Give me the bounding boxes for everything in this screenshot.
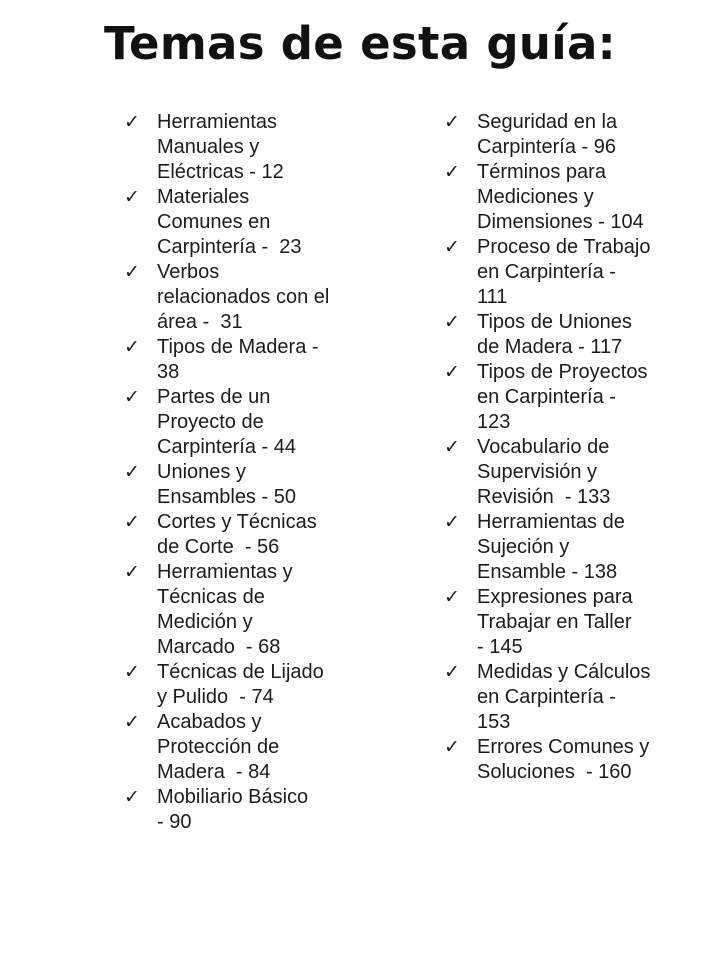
topic-text-line: en Carpintería -: [477, 386, 616, 408]
topic-text-line: de Madera - 117: [477, 336, 623, 358]
checkmark-icon: ✓: [444, 661, 460, 683]
topic-text-line: Protección de: [157, 736, 280, 758]
topic-item: [124, 660, 364, 710]
topic-text-line: Materiales: [157, 186, 250, 208]
topic-text-line: 111: [477, 286, 508, 308]
topic-text-line: Medición y: [157, 611, 253, 633]
checkmark-icon: ✓: [124, 336, 140, 358]
topic-text-line: 38: [157, 361, 180, 383]
topics-list-right: [444, 110, 694, 785]
topic-text-line: Vocabulario de: [477, 436, 610, 458]
topic-item: [124, 460, 364, 510]
topic-text-line: Partes de un: [157, 386, 271, 408]
checkmark-icon: ✓: [124, 561, 140, 583]
topic-text-line: - 145: [477, 636, 523, 658]
checkmark-icon: ✓: [444, 311, 460, 333]
checkmark-icon: ✓: [444, 436, 460, 458]
checkmark-icon: ✓: [124, 511, 140, 533]
topic-text-line: Tipos de Uniones: [477, 311, 632, 333]
topic-text-line: Ensamble - 138: [477, 561, 618, 583]
topic-text-line: Ensambles - 50: [157, 486, 296, 508]
topic-text-line: Supervisión y: [477, 461, 598, 483]
topic-text-line: Errores Comunes y: [477, 736, 650, 758]
topic-text-line: Expresiones para: [477, 586, 633, 608]
topic-item: [124, 110, 364, 185]
topic-text-line: Dimensiones - 104: [477, 211, 644, 233]
checkmark-icon: ✓: [124, 111, 140, 133]
checkmark-icon: ✓: [444, 736, 460, 758]
topic-text-line: Medidas y Cálculos: [477, 661, 651, 683]
page-title: Temas de esta guía:: [104, 17, 616, 70]
checkmark-icon: ✓: [444, 361, 460, 383]
topic-text-line: Términos para: [477, 161, 606, 183]
topic-item: [444, 310, 694, 360]
topic-item: [124, 335, 364, 385]
topic-text-line: - 90: [157, 811, 192, 833]
topic-text-line: Marcado - 68: [157, 636, 281, 658]
topic-text-line: Herramientas: [157, 111, 278, 133]
topic-item: [444, 160, 694, 235]
topic-item: [444, 360, 694, 435]
topic-text-line: de Corte - 56: [157, 536, 280, 558]
topic-item: [444, 585, 694, 660]
topic-text-line: 153: [477, 711, 511, 733]
topic-item: [124, 185, 364, 260]
topic-text-line: Seguridad en la: [477, 111, 618, 133]
topic-item: [444, 660, 694, 735]
checkmark-icon: ✓: [124, 661, 140, 683]
topic-item: [444, 510, 694, 585]
checkmark-icon: ✓: [124, 386, 140, 408]
topic-text-line: Madera - 84: [157, 761, 271, 783]
topic-item: [124, 510, 364, 560]
topic-text-line: Mediciones y: [477, 186, 594, 208]
topic-text-line: Técnicas de: [157, 586, 265, 608]
checkmark-icon: ✓: [124, 711, 140, 733]
topic-text-line: Soluciones - 160: [477, 761, 632, 783]
topic-item: [444, 235, 694, 310]
topic-text-line: Mobiliario Básico: [157, 786, 309, 808]
topic-text-line: Manuales y: [157, 136, 260, 158]
topic-text-line: 123: [477, 411, 511, 433]
topic-text-line: en Carpintería -: [477, 686, 616, 708]
topic-text-line: Uniones y: [157, 461, 246, 483]
checkmark-icon: ✓: [444, 161, 460, 183]
topic-text-line: Herramientas de: [477, 511, 625, 533]
topic-item: [124, 260, 364, 335]
checkmark-icon: ✓: [124, 461, 140, 483]
checkmark-icon: ✓: [124, 186, 140, 208]
topic-text-line: Revisión - 133: [477, 486, 611, 508]
checkmark-icon: ✓: [124, 261, 140, 283]
topic-item: [124, 785, 364, 835]
topic-text-line: Herramientas y: [157, 561, 293, 583]
topic-item: [124, 710, 364, 785]
topic-item: [124, 560, 364, 660]
topic-text-line: Verbos: [157, 261, 220, 283]
topic-item: [444, 735, 694, 785]
topic-text-line: Sujeción y: [477, 536, 570, 558]
topic-text-line: Comunes en: [157, 211, 271, 233]
topic-text-line: Técnicas de Lijado: [157, 661, 324, 683]
topic-text-line: Proyecto de: [157, 411, 264, 433]
topic-text-line: relacionados con el: [157, 286, 330, 308]
topic-text-line: Eléctricas - 12: [157, 161, 284, 183]
topic-text-line: Tipos de Madera -: [157, 336, 319, 358]
topic-item: [444, 435, 694, 510]
topic-text-line: y Pulido - 74: [157, 686, 274, 708]
topics-list-left: [124, 110, 364, 835]
topic-text-line: Trabajar en Taller: [477, 611, 632, 633]
topic-item: [444, 110, 694, 160]
topic-text-line: Carpintería - 23: [157, 236, 302, 258]
topic-text-line: Cortes y Técnicas: [157, 511, 317, 533]
topic-text-line: Proceso de Trabajo: [477, 236, 651, 258]
topic-text-line: área - 31: [157, 311, 243, 333]
checkmark-icon: ✓: [124, 786, 140, 808]
topic-text-line: Tipos de Proyectos: [477, 361, 648, 383]
topic-text-line: Carpintería - 44: [157, 436, 296, 458]
topic-item: [124, 385, 364, 460]
topic-text-line: Carpintería - 96: [477, 136, 616, 158]
checkmark-icon: ✓: [444, 111, 460, 133]
checkmark-icon: ✓: [444, 236, 460, 258]
checkmark-icon: ✓: [444, 586, 460, 608]
checkmark-icon: ✓: [444, 511, 460, 533]
topic-text-line: en Carpintería -: [477, 261, 616, 283]
topic-text-line: Acabados y: [157, 711, 262, 733]
